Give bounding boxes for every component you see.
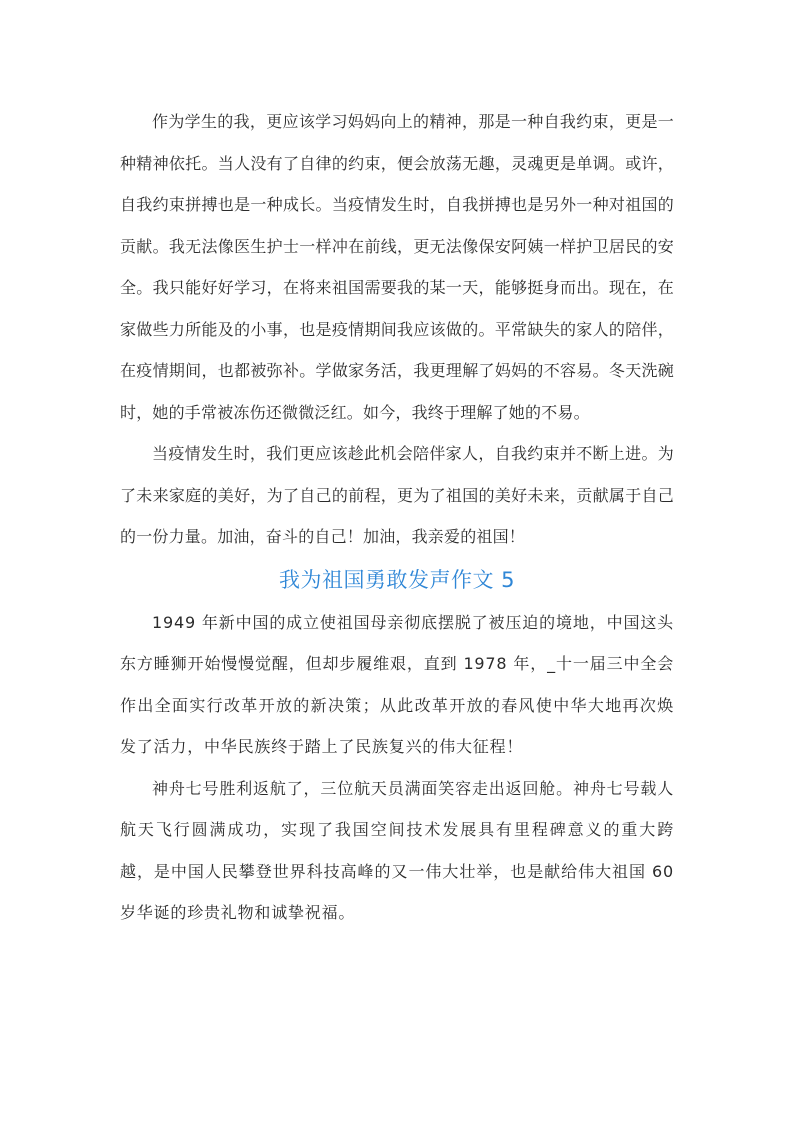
section-title: 我为祖国勇敢发声作文 5 (278, 567, 516, 592)
paragraph: 1949 年新中国的成立使祖国母亲彻底摆脱了被压迫的境地，中国这头东方睡狮开始慢慢觉醒，但却步履维艰，直到 1978 年，_十一届三中全会作出全面实行改革开放的新决策；从此改革开放的春风使中华大地再次焕发了活力，中华民族终于踏上了民族复兴的伟大征程！ (120, 612, 674, 756)
paragraph: 神舟七号胜利返航了，三位航天员满面笑容走出返回舱。神舟七号载人航天飞行圆满成功，实现了我国空间技术发展具有里程碑意义的重大跨越，是中国人民攀登世界科技高峰的又一伟大壮举，也是献给伟大祖国 60 岁华诞的珍贵礼物和诚挚祝福。 (120, 778, 674, 922)
paragraph: 当疫情发生时，我们更应该趁此机会陪伴家人，自我约束并不断上进。为了未来家庭的美好，为了自己的前程，更为了祖国的美好未来，贡献属于自己的一份力量。加油，奋斗的自己！加油，我亲爱的祖国！ (120, 444, 674, 546)
document-body (120, 101, 674, 934)
paragraph: 作为学生的我，更应该学习妈妈向上的精神，那是一种自我约束，更是一种精神依托。当人没有了自律的约束，便会放荡无趣，灵魂更是单调。或许，自我约束拼搏也是一种成长。当疫情发生时，自我拼搏也是另外一种对祖国的贡献。我无法像医生护士一样冲在前线，更无法像保安阿姨一样护卫居民的安全。我只能好好学习，在将来祖国需要我的某一天，能够挺身而出。现在，在家做些力所能及的小事，也是疫情期间我应该做的。平常缺失的家人的陪伴，在疫情期间，也都被弥补。学做家务活，我更理解了妈妈的不容易。冬天洗碗时，她的手常被冻伤还微微泛红。如今，我终于理解了她的不易。 (120, 112, 674, 422)
